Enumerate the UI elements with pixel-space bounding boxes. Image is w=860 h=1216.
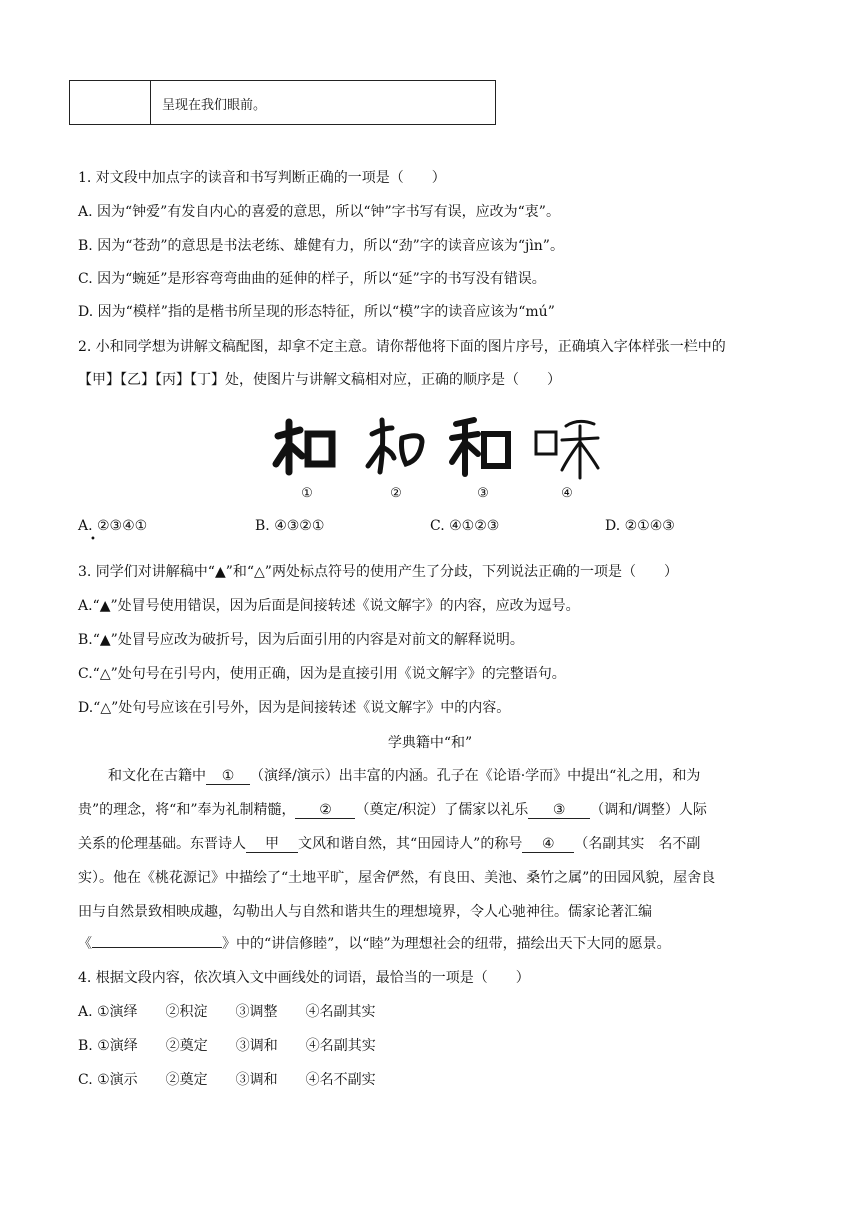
passage-line-6 bbox=[78, 934, 671, 954]
passage-line-4: 实）。他在《桃花源记》中描绘了“土地平旷，屋舍俨然，有良田、美池、桑竹之属”的田园风貌，屋舍良 bbox=[78, 870, 716, 886]
calligraphy-he-1-icon bbox=[270, 412, 340, 482]
passage-text: （名副其实 名不副 bbox=[574, 836, 701, 852]
image-label-2: ② bbox=[390, 486, 402, 501]
q2-stem-line1: 2. 小和同学想为讲解文稿配图，却拿不定主意。请你帮他将下面的图片序号，正确填入字体样张一栏中的 bbox=[78, 339, 726, 355]
passage-text: （奠定/积淀）了儒家以礼乐 bbox=[355, 802, 529, 818]
passage-line-2 bbox=[78, 800, 707, 820]
blank-1: ① bbox=[206, 768, 250, 785]
q1-option-a: A. 因为“钟爱”有发自内心的喜爱的意思，所以“钟”字书写有误，应改为“衷”。 bbox=[78, 204, 560, 220]
calligraphy-he-2-icon bbox=[362, 412, 432, 482]
passage-line-1 bbox=[108, 766, 700, 786]
blank-4: ④ bbox=[522, 836, 574, 853]
passage-line-5: 田与自然景致相映成趣，勾勒出人与自然和谐共生的理想境界，令人心驰神往。儒家论著汇编 bbox=[78, 904, 652, 920]
image-label-1: ① bbox=[301, 486, 313, 501]
q2-option-b: B. ④③②① bbox=[255, 518, 325, 534]
blank-jia: 甲 bbox=[246, 836, 298, 853]
q4-option-c: C. ①演示 ②奠定 ③调和 ④名不副实 bbox=[78, 1072, 376, 1088]
q3-option-a: A.“▲”处冒号使用错误，因为后面是间接转述《说文解字》的内容，应改为逗号。 bbox=[78, 598, 580, 614]
q4-option-b: B. ①演绎 ②奠定 ③调和 ④名副其实 bbox=[78, 1038, 376, 1054]
q2-option-a: A. ②③④① bbox=[78, 518, 148, 534]
blank-2: ② bbox=[295, 802, 355, 819]
q3-option-b: B.“▲”处冒号应改为破折号，因为后面引用的内容是对前文的解释说明。 bbox=[78, 632, 524, 648]
q4-option-a: A. ①演绎 ②积淀 ③调整 ④名副其实 bbox=[78, 1004, 376, 1020]
q3-option-c: C.“△”处句号在引号内，使用正确，因为是直接引用《说文解字》的完整语句。 bbox=[78, 666, 566, 682]
image-label-4: ④ bbox=[561, 486, 573, 501]
q4-stem: 4. 根据文段内容，依次填入文中画线处的词语，最恰当的一项是（ ） bbox=[78, 970, 530, 986]
q2-stem-line2: 【甲】【乙】【丙】【丁】处，使图片与讲解文稿相对应，正确的顺序是（ ） bbox=[78, 372, 561, 388]
blank-book-title bbox=[92, 947, 222, 948]
emphasis-dot: • bbox=[90, 534, 96, 545]
passage-text: （调和/调整）人际 bbox=[590, 802, 707, 818]
passage-text: 关系的伦理基础。东晋诗人 bbox=[78, 836, 246, 852]
passage-text: 文风和谐自然，其“田园诗人”的称号 bbox=[298, 836, 523, 852]
passage-text: 》中的“讲信修睦”，以“睦”为理想社会的纽带，描绘出天下大同的愿景。 bbox=[222, 936, 671, 952]
q3-stem: 3. 同学们对讲解稿中“▲”和“△”两处标点符号的使用产生了分歧，下列说法正确的一项是（ ） bbox=[78, 564, 678, 580]
top-table bbox=[69, 80, 496, 125]
passage-text: 《 bbox=[78, 936, 92, 952]
calligraphy-he-4-icon bbox=[532, 412, 602, 482]
q1-option-c: C. 因为“蜿延”是形容弯弯曲曲的延伸的样子，所以“延”字的书写没有错误。 bbox=[78, 271, 546, 287]
q2-option-c: C. ④①②③ bbox=[430, 518, 500, 534]
calligraphy-image bbox=[270, 412, 600, 502]
q3-option-d: D.“△”处句号应该在引号外，因为是间接转述《说文解字》中的内容。 bbox=[78, 700, 511, 716]
passage-text: （演绎/演示）出丰富的内涵。孔子在《论语·学而》中提出“礼之用，和为 bbox=[250, 768, 701, 784]
blank-3: ③ bbox=[528, 802, 590, 819]
image-label-3: ③ bbox=[477, 486, 489, 501]
passage-line-3 bbox=[78, 834, 700, 854]
passage-text: 贵”的理念，将“和”奉为礼制精髓， bbox=[78, 802, 296, 818]
table-empty-cell bbox=[70, 81, 151, 124]
q2-option-d: D. ②①④③ bbox=[605, 518, 675, 534]
q1-stem: 1. 对文段中加点字的读音和书写判断正确的一项是（ ） bbox=[78, 170, 446, 186]
q1-option-d: D. 因为“模样”指的是楷书所呈现的形态特征，所以“模”字的读音应该为“mú” bbox=[78, 304, 555, 320]
q1-option-b: B. 因为“苍劲”的意思是书法老练、雄健有力，所以“劲”字的读音应该为“jìn”。 bbox=[78, 238, 564, 254]
calligraphy-he-3-icon bbox=[446, 412, 516, 482]
passage-title: 学典籍中“和” bbox=[387, 735, 473, 751]
table-cell-text: 呈现在我们眼前。 bbox=[162, 98, 267, 113]
passage-text: 和文化在古籍中 bbox=[108, 768, 206, 784]
